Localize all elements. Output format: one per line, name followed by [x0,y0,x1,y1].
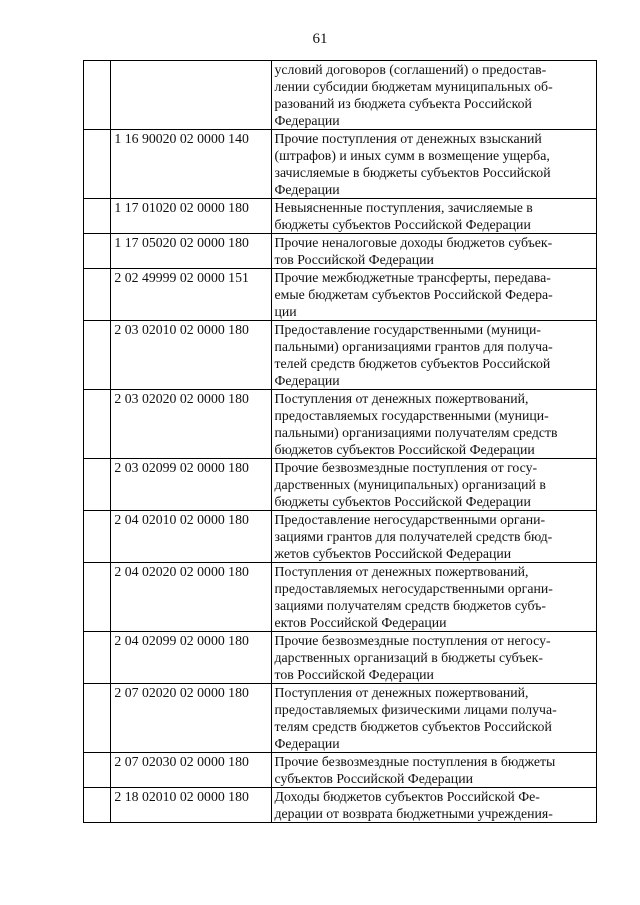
description-line: Поступления от денежных пожертвований, [274,564,529,579]
revenue-description-cell [271,130,596,199]
description-line: бюджеты субъектов Российской Федерации [274,217,531,232]
table-row [84,199,597,234]
revenue-description-cell [271,199,596,234]
admin-code-cell [84,269,111,321]
admin-code-cell [84,788,111,823]
table-row [84,511,597,563]
description-line: Федерации [274,736,340,751]
description-line: ектов Российской Федерации [274,615,447,630]
table-row [84,684,597,753]
description-line: Прочие неналоговые доходы бюджетов субъек- [274,235,553,250]
table-row [84,234,597,269]
revenue-description-cell [271,684,596,753]
description-line: дарственных (муниципальных) организаций в [274,477,546,492]
table-row [84,321,597,390]
admin-code-cell [84,199,111,234]
revenue-description-cell [271,321,596,390]
page-number: 61 [312,31,328,47]
revenue-code-cell: 2 04 02099 02 0000 180 [111,632,271,684]
description-line: емые бюджетам субъектов Российской Федера- [274,287,553,302]
revenue-code-cell: 1 17 05020 02 0000 180 [111,234,271,269]
description-line: пальными) организациями грантов для получа- [274,339,553,354]
description-line: Прочие безвозмездные поступления от госу- [274,460,538,475]
description-line: тов Российской Федерации [274,667,434,682]
description-line: Прочие безвозмездные поступления от негосу- [274,633,551,648]
description-line: Доходы бюджетов субъектов Российской Фе- [274,789,540,804]
revenue-description-cell [271,563,596,632]
description-line: предоставляемых физическими лицами получа- [274,702,557,717]
description-line: Федерации [274,182,340,197]
admin-code-cell [84,632,111,684]
admin-code-cell [84,390,111,459]
admin-code-cell [84,459,111,511]
revenue-codes-table [83,60,597,823]
table-body [84,61,597,823]
description-line: предоставляемых государственными (муници- [274,408,549,423]
revenue-description-cell [271,511,596,563]
description-line: телей средств бюджетов субъектов Российской [274,356,551,371]
description-line: тов Российской Федерации [274,252,434,267]
revenue-code-cell [111,61,271,130]
admin-code-cell [84,511,111,563]
table-row [84,563,597,632]
revenue-description-cell [271,632,596,684]
admin-code-cell [84,563,111,632]
description-line: зачисляемые в бюджеты субъектов Российской [274,165,551,180]
description-line: разований из бюджета субъекта Российской [274,96,532,111]
description-line: пальными) организациями получателям средств [274,425,558,440]
table-row [84,753,597,788]
revenue-description-cell [271,234,596,269]
description-line: бюджетов субъектов Российской Федерации [274,442,535,457]
revenue-code-cell: 2 02 49999 02 0000 151 [111,269,271,321]
revenue-code-cell: 2 04 02020 02 0000 180 [111,563,271,632]
revenue-code-cell: 1 17 01020 02 0000 180 [111,199,271,234]
description-line: жетов субъектов Российской Федерации [274,546,512,561]
admin-code-cell [84,684,111,753]
description-line: ции [274,304,297,319]
revenue-code-cell: 2 03 02099 02 0000 180 [111,459,271,511]
description-line: дарственных организаций в бюджеты субъек- [274,650,543,665]
table-row [84,632,597,684]
revenue-description-cell [271,61,596,130]
revenue-code-cell: 2 07 02030 02 0000 180 [111,753,271,788]
description-line: Федерации [274,373,340,388]
table-row [84,269,597,321]
description-line: телям средств бюджетов субъектов Российской [274,719,552,734]
revenue-code-cell: 2 03 02020 02 0000 180 [111,390,271,459]
description-line: лении субсидии бюджетам муниципальных об- [274,79,553,94]
description-line: предоставляемых негосударственными органи- [274,581,553,596]
revenue-description-cell [271,788,596,823]
description-line: Прочие межбюджетные трансферты, передава- [274,270,551,285]
description-line: (штрафов) и иных сумм в возмещение ущерба, [274,148,550,163]
description-line: дерации от возврата бюджетными учреждения- [274,806,553,821]
description-line: бюджеты субъектов Российской Федерации [274,494,531,509]
description-line: зациями грантов для получателей средств бюд- [274,529,553,544]
revenue-description-cell [271,390,596,459]
admin-code-cell [84,234,111,269]
description-line: зациями получателям средств бюджетов субъ- [274,598,546,613]
description-line: Предоставление негосударственными органи- [274,512,546,527]
revenue-code-cell: 2 18 02010 02 0000 180 [111,788,271,823]
revenue-code-cell: 2 07 02020 02 0000 180 [111,684,271,753]
admin-code-cell [84,130,111,199]
table-row [84,788,597,823]
admin-code-cell [84,753,111,788]
description-line: Поступления от денежных пожертвований, [274,685,529,700]
table-row [84,130,597,199]
description-line: субъектов Российской Федерации [274,771,473,786]
admin-code-cell [84,61,111,130]
table-row [84,390,597,459]
revenue-description-cell [271,459,596,511]
description-line: Предоставление государственными (муници- [274,322,541,337]
table-row [84,459,597,511]
description-line: Невыясненные поступления, зачисляемые в [274,200,533,215]
description-line: Федерации [274,113,340,128]
revenue-description-cell [271,753,596,788]
description-line: Поступления от денежных пожертвований, [274,391,529,406]
revenue-code-cell: 2 03 02010 02 0000 180 [111,321,271,390]
admin-code-cell [84,321,111,390]
revenue-code-cell: 1 16 90020 02 0000 140 [111,130,271,199]
table-row [84,61,597,130]
description-line: Прочие безвозмездные поступления в бюджеты [274,754,556,769]
description-line: условий договоров (соглашений) о предостав- [274,62,547,77]
revenue-description-cell [271,269,596,321]
revenue-code-cell: 2 04 02010 02 0000 180 [111,511,271,563]
description-line: Прочие поступления от денежных взысканий [274,131,542,146]
